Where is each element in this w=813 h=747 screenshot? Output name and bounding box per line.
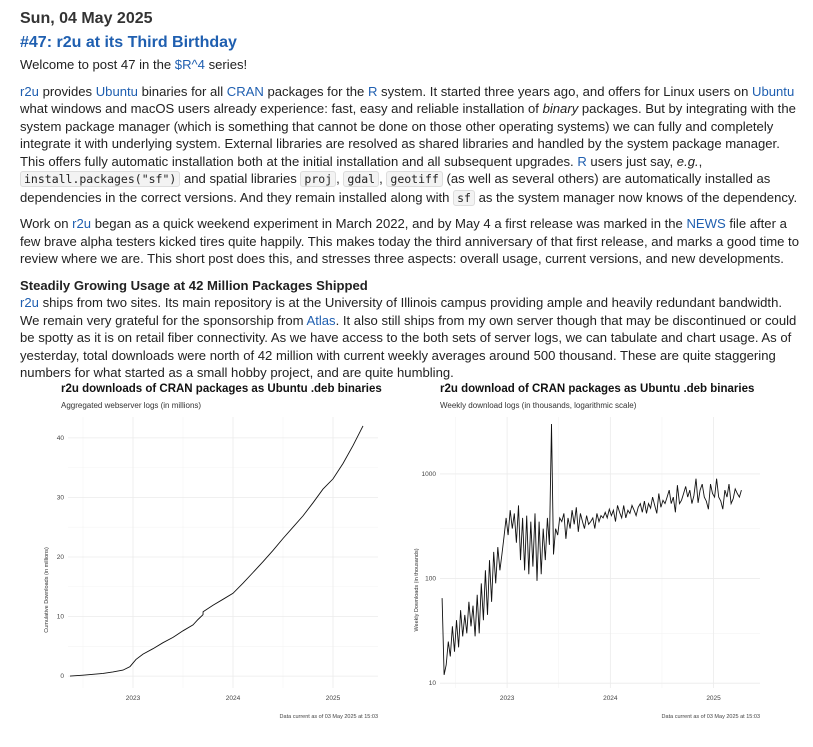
chart1-series-line (70, 426, 363, 676)
chart2-ylabel: Weekly Downloads (in thousands) (414, 548, 420, 632)
code-gdal: gdal (343, 171, 379, 187)
series-link[interactable]: $R^4 (174, 57, 205, 72)
cran-link[interactable]: CRAN (226, 83, 264, 99)
weekly-downloads-chart (410, 375, 770, 725)
y-tick-label: 30 (56, 494, 64, 502)
r2u-link-2[interactable]: r2u (72, 216, 92, 231)
cumulative-downloads-chart (40, 375, 400, 725)
paragraph-2: Work on r2u began as a quick weekend experiment in March 2022, and by May 4 a first release was marked in the NEWS file after a few brave alpha testers kicked tires quite happily. This makes today the third anniversary of that first release, and marks a good time to review where we are. This short post does this, and stresses three aspects: overall usage, current versions, and new developments. (20, 216, 799, 266)
chart2-title: r2u download of CRAN packages as Ubuntu .deb binaries (440, 383, 755, 395)
ubuntu-link-2[interactable]: Ubuntu (752, 83, 795, 99)
atlas-link[interactable]: Atlas (306, 312, 336, 328)
paragraph-3: r2u ships from two sites. Its main repository is at the University of Illinois campus providing ample and heavily redundant bandwidth. We remain very grateful for the sponsorship from Atlas. It also still ships from my own server though that may be discontinued or could be spotty as it is on retail fiber connectivity. As we have access to the both sets of server logs, we can tabulate and chart usage. As of yesterday, total downloads were north of 42 million with current weekly averages around 500 thousand. These are quite staggering numbers for what started as a small hobby project, and are quite humbling. (20, 295, 797, 380)
y-tick-label: 10 (56, 613, 64, 621)
blog-post (20, 8, 800, 382)
code-geotiff: geotiff (386, 171, 442, 187)
x-tick-label: 2024 (225, 695, 241, 702)
code-proj: proj (300, 171, 336, 187)
chart1-title: r2u downloads of CRAN packages as Ubuntu .deb binaries (61, 383, 382, 395)
r2u-link[interactable]: r2u (20, 83, 39, 99)
chart2-subtitle: Weekly download logs (in thousands, logarithmic scale) (440, 401, 637, 410)
code-sf: sf (453, 190, 475, 206)
intro-paragraph: Welcome to post 47 in the $R^4 series! (20, 57, 248, 72)
ubuntu-link[interactable]: Ubuntu (95, 83, 138, 99)
post-title[interactable] (20, 32, 800, 54)
y-tick-label: 0 (60, 673, 64, 681)
y-tick-label: 100 (425, 575, 436, 583)
chart2-caption: Data current as of 03 May 2025 at 15:03 (661, 714, 760, 720)
y-tick-label: 40 (56, 434, 64, 442)
r-link[interactable]: R (367, 83, 378, 99)
chart2-grid (440, 417, 760, 688)
y-tick-label: 1000 (421, 470, 436, 478)
x-tick-label: 2024 (603, 695, 618, 702)
chart1-grid (68, 417, 378, 688)
section-heading: Steadily Growing Usage at 42 Million Packages Shipped (20, 277, 368, 293)
x-tick-label: 2023 (125, 695, 141, 702)
chart2-series-line (442, 424, 741, 675)
chart1-caption: Data current as of 03 May 2025 at 15:03 (279, 714, 378, 720)
chart1-subtitle: Aggregated webserver logs (in millions) (61, 401, 202, 410)
x-tick-label: 2023 (499, 695, 515, 702)
chart1-ylabel: Cumulative Downloads (in millions) (44, 547, 50, 633)
chart1-ticks (57, 435, 341, 702)
x-tick-label: 2025 (325, 695, 341, 702)
post-title-link[interactable]: #47: r2u at its Third Birthday (20, 34, 237, 51)
y-tick-label: 10 (428, 680, 436, 688)
post-date: Sun, 04 May 2025 (20, 10, 153, 27)
x-tick-label: 2025 (706, 695, 721, 702)
r2u-link-3[interactable]: r2u (20, 295, 39, 310)
code-install-packages: install.packages("sf") (20, 171, 180, 187)
r-link-2[interactable]: R (577, 153, 587, 169)
y-tick-label: 20 (56, 553, 64, 561)
paragraph-1: r2u provides Ubuntu binaries for all CRAN packages for the R system. It started three years ago, and offers for Linux users on Ubuntu what windows and macOS users already experience: fast, easy and reliable installation of binary packages. But by integrating with the system package manager (which is something that cannot be done on those other operating systems) we can fully and completely integrate it with underlying system. External libraries are resolved as shared libraries and handled by the system package manager. This offers fully automatic installation both at the initial installation and all subsequent upgrades. R users just say, e.g., install.packages("sf") and spatial libraries proj , gdal , geotiff (as well as several others) are automatically installed as dependencies in the correct versions. And they remain installed along with sf as the system manager now knows of the dependency. (20, 83, 798, 205)
news-link[interactable]: NEWS (686, 216, 726, 231)
